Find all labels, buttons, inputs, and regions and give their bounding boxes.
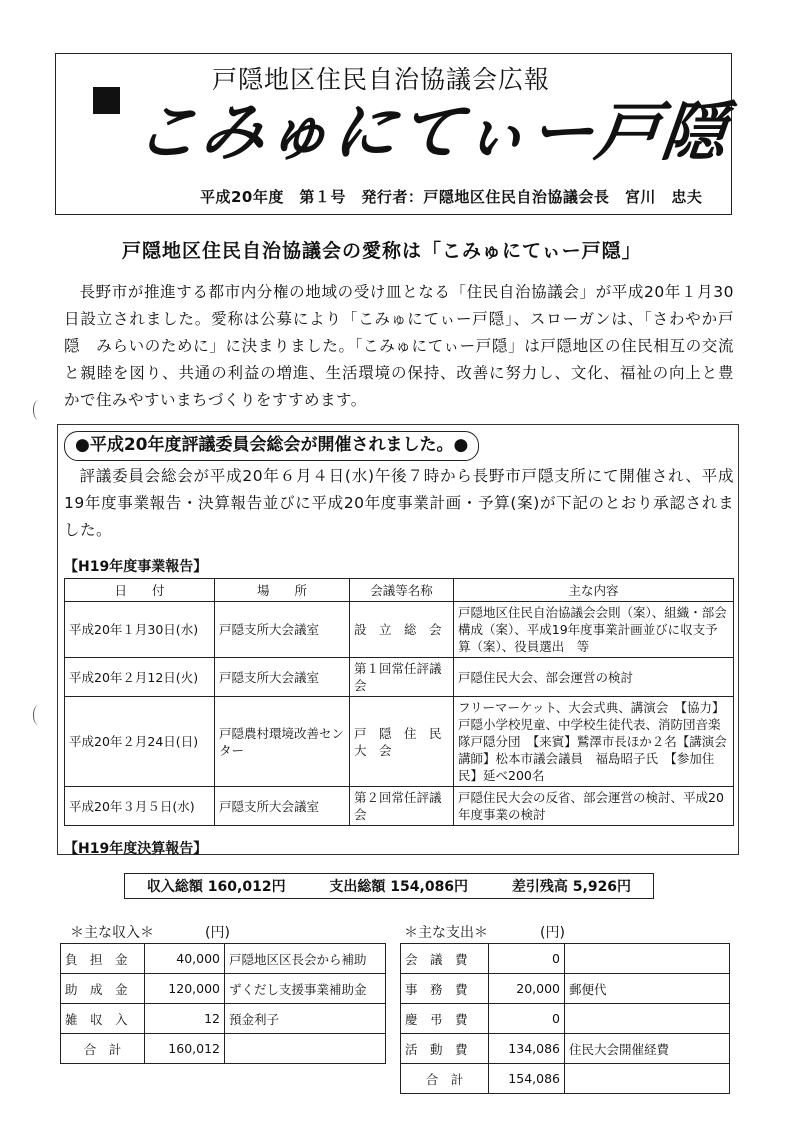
header-date: 日 付 xyxy=(65,579,215,602)
event-name: 第１回常任評議会 xyxy=(350,658,454,697)
expense-amount: 0 xyxy=(489,1004,565,1034)
event-content: 戸隠地区住民自治協議会会則（案）、組織・部会構成（案）、平成19年度事業計画並びに収支予算（案）、役員選出 等 xyxy=(454,602,734,658)
event-date: 平成20年２月12日(火) xyxy=(65,658,215,697)
income-note: 戸隠地区区長会から補助 xyxy=(225,944,386,974)
event-name: 第２回常任評議会 xyxy=(350,787,454,826)
event-place: 戸隠支所大会議室 xyxy=(215,658,350,697)
header-place: 場 所 xyxy=(215,579,350,602)
expense-total-value: 154,086円 xyxy=(390,879,469,895)
table-row xyxy=(65,602,734,658)
article-headline: 戸隠地区住民自治協議会の愛称は「こみゅにてぃー戸隠」 xyxy=(122,240,642,262)
table-header-row xyxy=(65,579,734,602)
events-label: 【H19年度事業報告】 xyxy=(64,559,208,575)
issue-info: 平成20年度 第１号 発行者：戸隠地区住民自治協議会長 宮川 忠夫 xyxy=(200,188,703,206)
income-unit: (円) xyxy=(205,925,230,941)
table-row xyxy=(65,658,734,697)
table-row xyxy=(61,1034,386,1064)
income-total-value: 160,012円 xyxy=(207,879,286,895)
income-sum-note xyxy=(225,1034,386,1064)
balance-group xyxy=(512,876,631,896)
table-row xyxy=(61,974,386,1004)
event-content: フリーマーケット、大会式典、講演会 【協力】戸隠小学校児童、中学校生徒代表、消防団音楽隊戸隠分団 【来賓】鷲澤市長ほか２名【講演会講師】松本市議会議員 福島昭子氏 【参加住民】延べ200名 xyxy=(454,697,734,787)
finance-summary xyxy=(124,873,654,899)
event-place: 戸隠支所大会議室 xyxy=(215,787,350,826)
event-name: 設 立 総 会 xyxy=(350,602,454,658)
section-paragraph: 評議委員会総会が平成20年６月４日(水)午後７時から長野市戸隠支所にて開催され、平成19年度事業報告・決算報告並びに平成20年度事業計画・予算(案)が下記のとおり承認されました。 xyxy=(64,467,734,539)
newsletter-subtitle: 戸隠地区住民自治協議会広報 xyxy=(212,65,551,94)
binder-hole-mark xyxy=(33,400,44,420)
expense-sum-label: 合 計 xyxy=(401,1064,489,1094)
expense-note xyxy=(565,944,730,974)
event-place: 戸隠農村環境改善センター xyxy=(215,697,350,787)
expense-note: 郵便代 xyxy=(565,974,730,1004)
square-mark-icon xyxy=(93,87,120,114)
expense-amount: 134,086 xyxy=(489,1034,565,1064)
expense-amount: 0 xyxy=(489,944,565,974)
income-amount: 120,000 xyxy=(145,974,225,1004)
table-row xyxy=(401,974,730,1004)
balance-value: 5,926円 xyxy=(572,879,632,895)
expense-item: 活 動 費 xyxy=(401,1034,489,1064)
table-row xyxy=(65,787,734,826)
income-item: 雑 収 入 xyxy=(61,1004,145,1034)
expense-item: 事 務 費 xyxy=(401,974,489,1004)
table-row xyxy=(401,1064,730,1094)
table-row xyxy=(61,944,386,974)
newsletter-title: こみゅにてぃー戸隠 xyxy=(131,95,732,170)
expense-item: 会 議 費 xyxy=(401,944,489,974)
table-row xyxy=(401,944,730,974)
expense-item: 慶 弔 費 xyxy=(401,1004,489,1034)
event-date: 平成20年２月24日(日) xyxy=(65,697,215,787)
income-sum: 160,012 xyxy=(145,1034,225,1064)
income-total-label: 収入総額 xyxy=(146,879,203,895)
income-total-group xyxy=(147,876,286,896)
expense-amount: 20,000 xyxy=(489,974,565,1004)
expense-sum-note xyxy=(565,1064,730,1094)
event-content: 戸隠住民大会、部会運営の検討 xyxy=(454,658,734,697)
income-amount: 12 xyxy=(145,1004,225,1034)
expense-note xyxy=(565,1004,730,1034)
table-row xyxy=(61,1004,386,1034)
income-note: ずくだし支援事業補助金 xyxy=(225,974,386,1004)
event-content: 戸隠住民大会の反省、部会運営の検討、平成20年度事業の検討 xyxy=(454,787,734,826)
income-note: 預金利子 xyxy=(225,1004,386,1034)
expense-total-group xyxy=(329,876,468,896)
table-row xyxy=(401,1034,730,1064)
event-place: 戸隠支所大会議室 xyxy=(215,602,350,658)
income-title: ＊主な収入＊ xyxy=(70,925,154,941)
binder-hole-mark xyxy=(33,705,44,725)
header-name: 会議等名称 xyxy=(350,579,454,602)
expense-unit: (円) xyxy=(540,925,565,941)
header-content: 主な内容 xyxy=(454,579,734,602)
income-table xyxy=(60,943,386,1064)
finance-label: 【H19年度決算報告】 xyxy=(64,841,208,857)
article-paragraph: 長野市が推進する都市内分権の地域の受け皿となる「住民自治協議会」が平成20年１月30日設立されました。愛称は公募により「こみゅにてぃー戸隠」、スローガンは、「さわやか戸隠 みらいのために」に決まりました。「こみゅにてぃー戸隠」は戸隠地区の住民相互の交流と親睦を図り、共通の利益の増進、生活環境の保持、改善に努力し、文化、福祉の向上と豊かで住みやすいまちづくりをすすめます。 xyxy=(64,283,734,409)
expense-note: 住民大会開催経費 xyxy=(565,1034,730,1064)
section-title: ●平成20年度評議委員会総会が開催されました。● xyxy=(64,431,479,461)
table-row xyxy=(401,1004,730,1034)
income-sum-label: 合 計 xyxy=(61,1034,145,1064)
income-item: 助 成 金 xyxy=(61,974,145,1004)
income-item: 負 担 金 xyxy=(61,944,145,974)
article-body xyxy=(64,279,734,414)
event-date: 平成20年３月５日(水) xyxy=(65,787,215,826)
expense-total-label: 支出総額 xyxy=(329,879,386,895)
events-table xyxy=(64,578,734,826)
expense-title: ＊主な支出＊ xyxy=(404,925,488,941)
expense-sum: 154,086 xyxy=(489,1064,565,1094)
section-body xyxy=(64,463,734,544)
balance-label: 差引残高 xyxy=(511,879,568,895)
income-amount: 40,000 xyxy=(145,944,225,974)
event-name: 戸 隠 住 民 大 会 xyxy=(350,697,454,787)
event-date: 平成20年１月30日(水) xyxy=(65,602,215,658)
expense-table xyxy=(400,943,730,1094)
table-row xyxy=(65,697,734,787)
